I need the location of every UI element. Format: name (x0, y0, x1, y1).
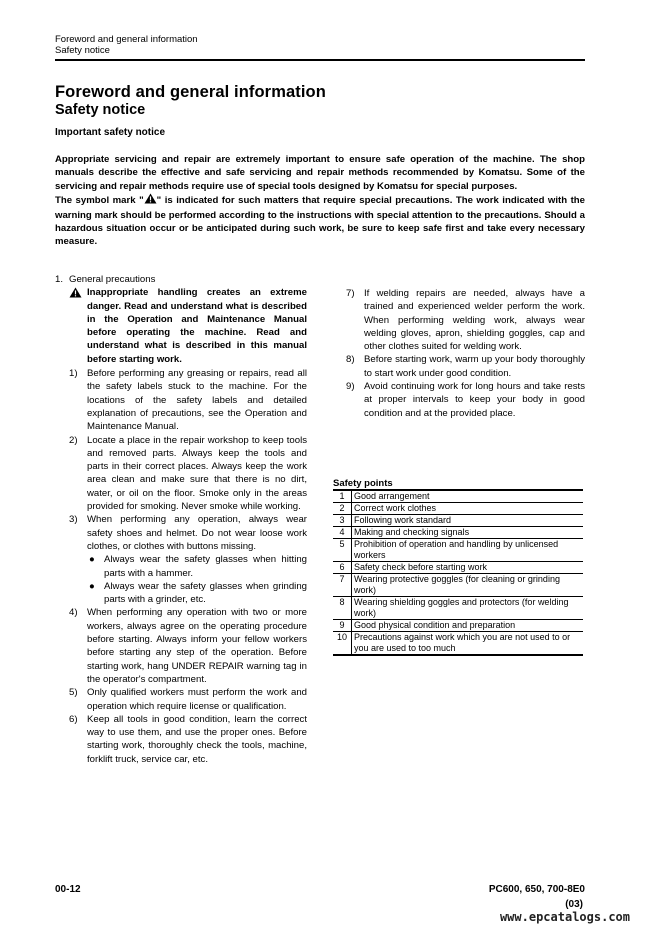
row-number: 6 (333, 562, 352, 574)
table-row (333, 562, 583, 574)
list-item-text: If welding repairs are needed, always have a trained and experienced welder perform the work. When performing welding work, always wear welding gloves, apron, shielding goggles, cap and other clothes suited for welding work. (364, 288, 585, 353)
list-item-text: Locate a place in the repair workshop to keep tools and removed parts. Always keep the tools and parts in their correct places. Always keep the work area clean and make sure that there is no dirt, water, or oil on the floor. Smoke only in the areas provided for smoking. Never smoke while working. (87, 434, 307, 513)
row-text: Good physical condition and preparation (352, 620, 584, 632)
list-item-number: 1) (69, 368, 78, 380)
row-number: 4 (333, 527, 352, 539)
row-text: Correct work clothes (352, 503, 584, 515)
list-item (346, 380, 585, 420)
list-item-text: When performing any operation with two or more workers, always agree on the operating procedure before starting. Always inform your fellow workers before starting any step of the operation. Before starting work, hang UNDER REPAIR warning tag in the operator's compartment. (87, 607, 307, 685)
row-number: 3 (333, 515, 352, 527)
bullet-dot-icon: ● (89, 554, 95, 566)
warning-triangle-icon (144, 193, 157, 208)
row-number: 5 (333, 539, 352, 562)
row-number: 1 (333, 490, 352, 503)
list-item-text: Only qualified workers must perform the work and operation which require license or qualification. (87, 687, 307, 712)
row-text: Following work standard (352, 515, 584, 527)
section-heading: Important safety notice (55, 127, 166, 138)
right-column (346, 287, 585, 420)
list-item-number: 2) (69, 434, 78, 446)
table-row (333, 515, 583, 527)
list-item (55, 513, 307, 606)
page-subtitle: Safety notice (55, 102, 146, 118)
bullet-item (87, 580, 307, 607)
list-item-number: 6) (69, 713, 78, 725)
revision-number: (03) (565, 899, 583, 910)
watermark: www.epcatalogs.com (499, 910, 630, 924)
running-header (55, 34, 198, 56)
general-precautions-heading (55, 273, 307, 286)
row-number: 7 (333, 574, 352, 597)
list-item (346, 287, 585, 353)
safety-points-table (333, 489, 583, 656)
list-item-number: 3) (69, 514, 78, 526)
list-item-text: Keep all tools in good condition, learn the correct way to use them, and use the proper ones. Before starting work, thoroughly check the tools, machine, forklift truck, service car, etc. (87, 713, 307, 765)
list-item-number: 8) (346, 354, 355, 366)
table-row (333, 574, 583, 597)
list-item (55, 713, 307, 766)
page-title: Foreword and general information (55, 83, 326, 101)
safety-points-caption: Safety points (333, 478, 393, 489)
row-text: Wearing shielding goggles and protectors (for welding work) (352, 597, 584, 620)
list-item (55, 606, 307, 686)
table-row (333, 527, 583, 539)
table-row (333, 490, 583, 503)
warning-text: Inappropriate handling creates an extreme danger. Read and understand what is described in the Operation and Maintenance Manual before operating the machine. Read and understand what is described in this manual before starting work. (87, 287, 307, 365)
running-header-line2: Safety notice (55, 45, 110, 56)
list-item (55, 434, 307, 514)
bullet-text: Always wear the safety glasses when hitting parts with a hammer. (104, 554, 307, 579)
row-text: Wearing protective goggles (for cleaning or grinding work) (352, 574, 584, 597)
warning-block (55, 286, 307, 366)
general-precautions-title: General precautions (69, 274, 156, 285)
list-item (55, 686, 307, 713)
header-rule (55, 59, 585, 61)
list-item-number: 7) (346, 288, 355, 299)
table-row (333, 597, 583, 620)
row-text: Safety check before starting work (352, 562, 584, 574)
list-item-text: Avoid continuing work for long hours and take rests at proper intervals to keep your body in good condition and at the provided place. (364, 381, 585, 419)
row-number: 10 (333, 632, 352, 656)
list-item-number: 5) (69, 687, 78, 699)
table-row (333, 503, 583, 515)
model-number: PC600, 650, 700-8E0 (488, 884, 585, 895)
row-text: Prohibition of operation and handling by unlicensed workers (352, 539, 584, 562)
row-text: Good arrangement (352, 490, 584, 503)
list-item-text: Before performing any greasing or repairs, read all the safety labels stuck to the machine. For the locations of the safety labels and detailed explanation of precautions, see the Operation and Maintenance Manual. (87, 368, 307, 433)
general-precautions-number: 1. (55, 274, 64, 285)
row-number: 2 (333, 503, 352, 515)
intro-p2-before: The symbol mark " (55, 195, 144, 207)
bullet-text: Always wear the safety glasses when grinding parts with a grinder, etc. (104, 580, 307, 606)
list-item (346, 353, 585, 380)
bullet-dot-icon: ● (89, 580, 95, 592)
list-item-number: 4) (69, 607, 78, 619)
row-number: 9 (333, 620, 352, 632)
table-row (333, 632, 583, 656)
warning-triangle-icon (69, 287, 82, 298)
row-text: Precautions against work which you are not used to or you are used to too much (352, 632, 584, 656)
list-item-number: 9) (346, 381, 355, 393)
left-column (55, 273, 307, 766)
list-item-text: Before starting work, warm up your body thoroughly to start work under good condition. (364, 354, 585, 379)
intro-paragraph-2 (55, 193, 585, 249)
bullet-item (87, 553, 307, 580)
intro-p2-after: " is indicated for such matters that require special precautions. The work indicated with the warning mark should be performed according to the instructions with special attention to the precautions. Should a hazardous situation occur or be anticipated during such work, be sure to keep safe first and take every necessary measure. (55, 195, 586, 248)
row-text: Making and checking signals (352, 527, 584, 539)
table-row (333, 620, 583, 632)
page-number: 00-12 (55, 884, 81, 895)
intro-paragraph-1: Appropriate servicing and repair are extremely important to ensure safe operation of the machine. The shop manuals describe the effective and safe servicing and repair methods recommended by Komatsu. Some of the servicing and repair methods require use of special tools designed by Komatsu for special purposes. (55, 154, 585, 192)
running-header-line1: Foreword and general information (55, 34, 198, 45)
list-item-text: When performing any operation, always wear safety shoes and helmet. Do not wear loose work clothes, or clothes with buttons missing. (87, 514, 307, 552)
intro-text (55, 153, 585, 249)
list-item (55, 367, 307, 433)
row-number: 8 (333, 597, 352, 620)
table-row (333, 539, 583, 562)
